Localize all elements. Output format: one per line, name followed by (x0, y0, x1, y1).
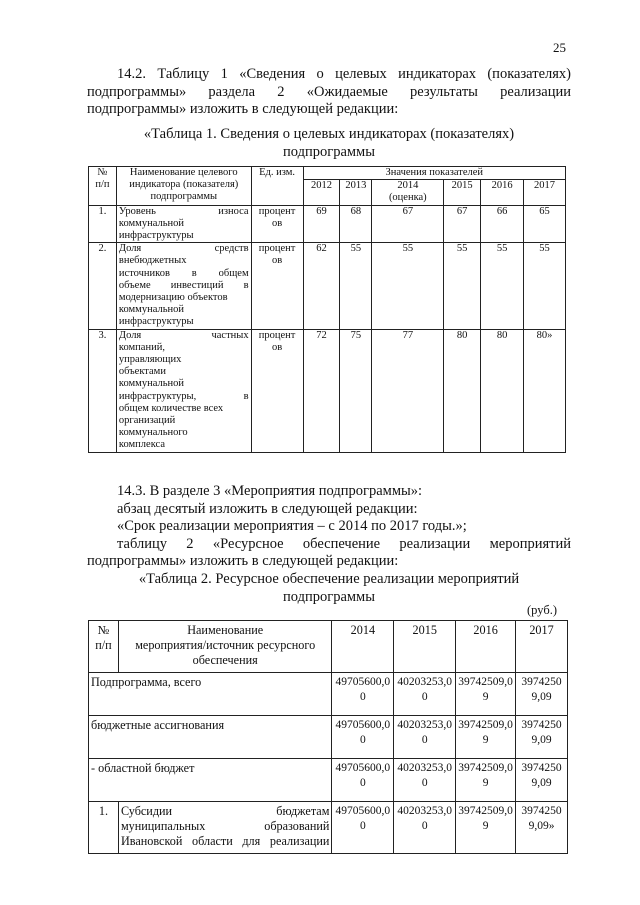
table2-title-line: «Таблица 2. Ресурсное обеспечение реализации мероприятий (138, 571, 520, 587)
value-cell: 49705600,00 (332, 673, 394, 716)
row-indicator-name (116, 243, 251, 329)
header-year: 2015 (444, 180, 481, 205)
value-cell: 39742509,09 (456, 716, 516, 759)
value-cell: 80 (444, 329, 481, 452)
table-row (89, 759, 568, 802)
table-row (89, 243, 566, 329)
header-num (89, 167, 117, 206)
header-num (89, 621, 119, 673)
unit-line: процент (258, 329, 296, 341)
value-cell: 40203253,00 (394, 673, 456, 716)
indicator-line: коммунальной (118, 378, 184, 390)
indicator-line: Уровень износа (118, 205, 249, 217)
value-cell: 49705600,00 (332, 716, 394, 759)
row-unit (251, 329, 303, 452)
unit-line: процент (258, 205, 296, 217)
section-14-3-line: «Срок реализации мероприятия – с 2014 по 2017 годы.»; (117, 518, 467, 534)
value-cell: 55 (524, 243, 566, 329)
unit-line: ов (271, 341, 283, 353)
indicator-line: инфраструктуры (118, 316, 194, 328)
row-indicator-name (116, 329, 251, 452)
value-cell: 39742509,09 (516, 759, 568, 802)
header-text: № (97, 167, 108, 178)
row-label: бюджетные ассигнования (89, 716, 332, 759)
value-cell: 62 (303, 243, 340, 329)
header-text: мероприятия/источник ресурсного (135, 638, 316, 652)
indicator-line: инфраструктуры, в (118, 390, 249, 402)
header-year (372, 180, 444, 205)
unit-line: процент (258, 243, 296, 255)
indicators-table (88, 166, 566, 453)
header-text: Наименование целевого (129, 167, 238, 178)
indicator-line: Доля средств (118, 243, 249, 255)
value-cell: 55 (481, 243, 524, 329)
row-indicator-name (116, 205, 251, 243)
row-num: 2. (89, 243, 117, 329)
value-cell: 39742509,09» (516, 802, 568, 854)
value-cell: 40203253,00 (394, 802, 456, 854)
table1-title (87, 126, 571, 161)
header-values: Значения показателей (303, 167, 565, 180)
indicator-line: Доля частных (118, 329, 249, 341)
value-cell: 40203253,00 (394, 759, 456, 802)
value-cell: 39742509,09 (516, 716, 568, 759)
indicator-line: общем количестве всех (118, 402, 224, 414)
header-year: 2015 (394, 621, 456, 673)
row-label: - областной бюджет (89, 759, 332, 802)
activity-line: Субсидии бюджетам (120, 804, 330, 818)
activity-line: Ивановской области для реализации (120, 834, 330, 848)
section-14-2 (87, 66, 571, 119)
value-cell: 67 (372, 205, 444, 243)
value-cell: 39742509,09 (456, 802, 516, 854)
header-year: 2017 (524, 180, 566, 205)
section-14-3 (87, 483, 571, 571)
section-14-3-line: абзац десятый изложить в следующей редакции: (117, 500, 418, 517)
value-cell: 65 (524, 205, 566, 243)
table1-title-line: подпрограммы (283, 143, 375, 160)
indicator-line: коммунальной (118, 217, 184, 229)
indicator-line: инфраструктуры (118, 230, 194, 242)
value-cell: 39742509,09 (516, 673, 568, 716)
indicator-line: модернизацию объектов (118, 292, 228, 304)
header-text: п/п (95, 638, 112, 652)
value-cell: 68 (340, 205, 372, 243)
value-cell: 77 (372, 329, 444, 452)
section-14-2-line: подпрограммы» раздела 2 «Ожидаемые результаты реализации (87, 83, 571, 100)
table2-title-line: подпрограммы (283, 588, 375, 605)
header-year: 2016 (456, 621, 516, 673)
value-cell: 75 (340, 329, 372, 452)
table2-unit: (руб.) (527, 603, 557, 617)
table-row (89, 205, 566, 243)
value-cell: 80 (481, 329, 524, 452)
table-row (89, 716, 568, 759)
table1-title-line: «Таблица 1. Сведения о целевых индикаторах (показателях) (143, 126, 515, 142)
section-14-2-line: подпрограммы» изложить в следующей редакции: (87, 101, 399, 117)
header-text: Наименование (187, 623, 264, 637)
indicator-line: объектами (118, 366, 166, 378)
header-indicator-name (116, 167, 251, 206)
indicator-line: организаций (118, 415, 176, 427)
header-text: обеспечения (192, 653, 258, 667)
row-num: 1. (89, 205, 117, 243)
row-unit (251, 243, 303, 329)
header-year: 2013 (340, 180, 372, 205)
value-cell: 39742509,09 (456, 673, 516, 716)
header-text: подпрограммы (150, 191, 218, 203)
header-activity-name (118, 621, 332, 673)
header-unit: Ед. изм. (251, 167, 303, 206)
indicator-line: коммунального (118, 427, 188, 439)
indicator-line: источников в общем (118, 267, 249, 279)
section-14-3-line: подпрограммы» изложить в следующей редакции: (87, 553, 399, 569)
indicator-line: внебюджетных (118, 255, 187, 267)
header-year-text: 2014 (397, 180, 419, 192)
table-row (89, 673, 568, 716)
table-row (89, 329, 566, 452)
indicator-line: компаний, (118, 341, 165, 353)
value-cell: 66 (481, 205, 524, 243)
page-number: 25 (553, 40, 566, 55)
section-14-3-line: 14.3. В разделе 3 «Мероприятия подпрограммы»: (117, 483, 423, 499)
section-14-2-line: 14.2. Таблицу 1 «Сведения о целевых индикаторах (показателях) (117, 66, 571, 82)
unit-line: ов (271, 217, 283, 229)
resources-table (88, 620, 568, 854)
value-cell: 55 (372, 243, 444, 329)
indicator-line: комплекса (118, 439, 165, 451)
indicator-line: объеме инвестиций в (118, 279, 249, 291)
value-cell: 49705600,00 (332, 802, 394, 854)
header-year: 2012 (303, 180, 340, 205)
table-row (89, 802, 568, 854)
value-cell: 49705600,00 (332, 759, 394, 802)
value-cell: 67 (444, 205, 481, 243)
row-label: Подпрограмма, всего (89, 673, 332, 716)
row-activity-name (118, 802, 332, 854)
header-year: 2016 (481, 180, 524, 205)
header-year: 2014 (332, 621, 394, 673)
header-text: № (97, 623, 110, 637)
activity-line: муниципальных образований (120, 819, 330, 833)
value-cell: 72 (303, 329, 340, 452)
header-year: 2017 (516, 621, 568, 673)
indicator-line: коммунальной (118, 304, 184, 316)
value-cell: 40203253,00 (394, 716, 456, 759)
row-unit (251, 205, 303, 243)
value-cell: 55 (340, 243, 372, 329)
header-text: п/п (95, 179, 110, 191)
header-text: индикатора (показателя) (129, 179, 239, 191)
indicator-line: управляющих (118, 354, 182, 366)
row-num: 1. (89, 802, 119, 854)
value-cell: 39742509,09 (456, 759, 516, 802)
value-cell: 80» (524, 329, 566, 452)
section-14-3-line: таблицу 2 «Ресурсное обеспечение реализации мероприятий (117, 535, 571, 552)
table2-title (87, 571, 571, 606)
value-cell: 69 (303, 205, 340, 243)
header-year-note: (оценка) (388, 192, 427, 204)
value-cell: 55 (444, 243, 481, 329)
unit-line: ов (271, 255, 283, 267)
row-num: 3. (89, 329, 117, 452)
